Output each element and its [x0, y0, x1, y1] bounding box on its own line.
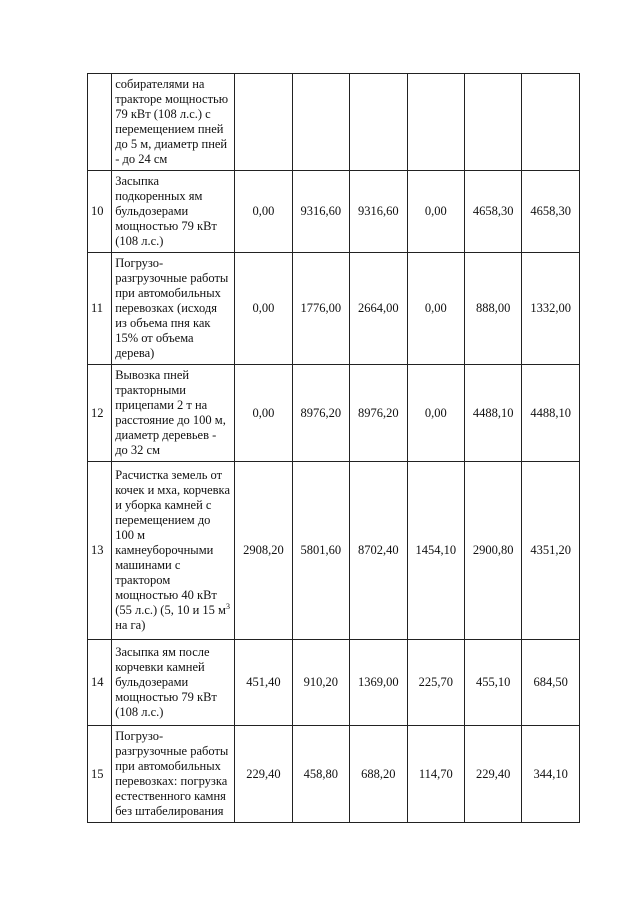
- value-cell: 9316,60: [350, 171, 407, 253]
- value-cell: 9316,60: [292, 171, 349, 253]
- value-cell: [292, 74, 349, 171]
- work-description: Засыпка подкоренных ям бульдозерами мощностью 79 кВт (108 л.с.): [112, 171, 235, 253]
- cost-table: [87, 73, 580, 823]
- description-text: Расчистка земель от кочек и мха, корчевка и уборка камней с перемещением до 100 м камнеуборочными машинами с трактором мощностью 40 кВт (55 л.с.) (5, 10 и 15 м: [115, 468, 230, 617]
- value-cell: 0,00: [235, 171, 292, 253]
- value-cell: 688,20: [350, 726, 407, 823]
- value-cell: 8702,40: [350, 462, 407, 640]
- value-cell: 0,00: [407, 171, 464, 253]
- value-cell: [407, 74, 464, 171]
- value-cell: 4658,30: [522, 171, 580, 253]
- value-cell: [235, 74, 292, 171]
- value-cell: 0,00: [235, 253, 292, 365]
- value-cell: 2664,00: [350, 253, 407, 365]
- value-cell: 1369,00: [350, 640, 407, 726]
- value-cell: 0,00: [407, 365, 464, 462]
- work-description: Засыпка ям после корчевки камней бульдозерами мощностью 79 кВт (108 л.с.): [112, 640, 235, 726]
- value-cell: 2908,20: [235, 462, 292, 640]
- row-number: 14: [88, 640, 112, 726]
- value-cell: 455,10: [465, 640, 522, 726]
- table-row: [88, 726, 580, 823]
- value-cell: 1332,00: [522, 253, 580, 365]
- value-cell: 4658,30: [465, 171, 522, 253]
- value-cell: 458,80: [292, 726, 349, 823]
- value-cell: 114,70: [407, 726, 464, 823]
- value-cell: 229,40: [235, 726, 292, 823]
- value-cell: 2900,80: [465, 462, 522, 640]
- row-number: [88, 74, 112, 171]
- value-cell: [465, 74, 522, 171]
- row-number: 12: [88, 365, 112, 462]
- row-number: 11: [88, 253, 112, 365]
- row-number: 13: [88, 462, 112, 640]
- value-cell: 8976,20: [350, 365, 407, 462]
- value-cell: 4351,20: [522, 462, 580, 640]
- value-cell: 0,00: [235, 365, 292, 462]
- value-cell: 888,00: [465, 253, 522, 365]
- value-cell: 1454,10: [407, 462, 464, 640]
- value-cell: 451,40: [235, 640, 292, 726]
- work-description: Погрузо-разгрузочные работы при автомобильных перевозках (исходя из объема пня как 15% от объема дерева): [112, 253, 235, 365]
- value-cell: 229,40: [465, 726, 522, 823]
- table-row: [88, 253, 580, 365]
- value-cell: 4488,10: [465, 365, 522, 462]
- value-cell: 344,10: [522, 726, 580, 823]
- work-description: [112, 462, 235, 640]
- value-cell: 910,20: [292, 640, 349, 726]
- value-cell: [350, 74, 407, 171]
- table-row: [88, 74, 580, 171]
- table-row: [88, 171, 580, 253]
- value-cell: 0,00: [407, 253, 464, 365]
- superscript: 3: [225, 601, 230, 611]
- value-cell: 5801,60: [292, 462, 349, 640]
- work-description: собирателями на тракторе мощностью 79 кВт (108 л.с.) с перемещением пней до 5 м, диаметр пней - до 24 см: [112, 74, 235, 171]
- row-number: 10: [88, 171, 112, 253]
- table-row: [88, 640, 580, 726]
- value-cell: 8976,20: [292, 365, 349, 462]
- value-cell: 684,50: [522, 640, 580, 726]
- description-tail: на га): [115, 618, 146, 632]
- value-cell: [522, 74, 580, 171]
- value-cell: 4488,10: [522, 365, 580, 462]
- work-description: Вывозка пней тракторными прицепами 2 т на расстояние до 100 м, диаметр деревьев - до 32 см: [112, 365, 235, 462]
- table-row: [88, 462, 580, 640]
- work-description: Погрузо-разгрузочные работы при автомобильных перевозках: погрузка естественного камня без штабелирования: [112, 726, 235, 823]
- table-row: [88, 365, 580, 462]
- row-number: 15: [88, 726, 112, 823]
- value-cell: 225,70: [407, 640, 464, 726]
- value-cell: 1776,00: [292, 253, 349, 365]
